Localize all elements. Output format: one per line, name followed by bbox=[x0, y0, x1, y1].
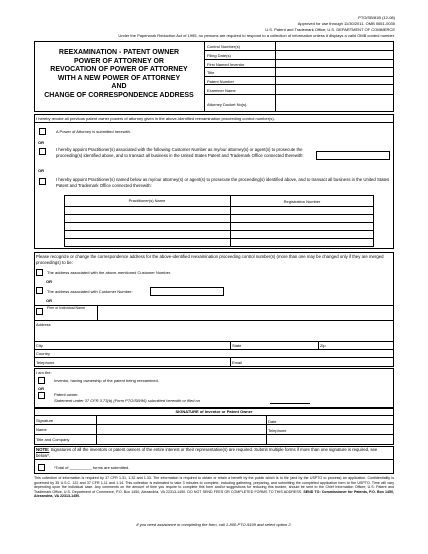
i-am-label: I am the: bbox=[36, 370, 52, 375]
revoke-statement: I hereby revoke all previous patent owner powers of attorney given in the above-identified reexamination proceeding control number(s). bbox=[36, 116, 275, 121]
option-named-practitioner-label: I hereby appoint Practitioner(s) named below as my/our attorney(s) or agent(s) to prosecute the proceeding(s) identified above, and to transact all business in the United States Patent and Trademark Office connected therewith: bbox=[56, 177, 390, 188]
country-input[interactable] bbox=[70, 350, 390, 357]
signature-input[interactable] bbox=[97, 416, 265, 424]
address-above-label: The address associated with the above-mentioned Customer Number. bbox=[47, 270, 172, 275]
firm-name-checkbox[interactable] bbox=[36, 308, 43, 315]
agency-line: U.S. Patent and Trademark Office; U.S. DEPARTMENT OF COMMERCE bbox=[265, 27, 395, 32]
total-forms-label: *Total of __________ forms are submitted. bbox=[54, 465, 130, 470]
name-label: Name bbox=[36, 427, 47, 432]
inventor-checkbox[interactable] bbox=[38, 377, 45, 384]
address-customer-number-input[interactable] bbox=[150, 287, 224, 296]
patent-owner-label: Patent owner. bbox=[54, 392, 79, 397]
statement-label: Statement under 37 CFR 3.73(b) (Form PTO/SB/96) submitted herewith or filed on bbox=[54, 398, 200, 403]
signature-label: Signature bbox=[36, 418, 54, 423]
customer-number-input[interactable] bbox=[316, 151, 390, 160]
firm-name-input[interactable] bbox=[98, 306, 393, 319]
zip-label: Zip bbox=[320, 343, 326, 348]
note-text: NOTE: Signatures of all the inventors or patent owners of the entire interest or their representative(s) are required. Submit multiple forms if more than one signature is required, see below*. bbox=[36, 447, 378, 458]
registration-number-header: Registration Number bbox=[283, 199, 321, 204]
or-label: OR bbox=[38, 386, 44, 391]
address-customer-label: The address associated with Customer Number: bbox=[47, 289, 133, 294]
filing-date-field[interactable]: Filing Date(s) bbox=[205, 51, 394, 60]
examiner-name-field[interactable]: Examiner Name bbox=[205, 85, 394, 95]
signature-header: SIGNATURE of Inventor or Patent Owner bbox=[175, 409, 253, 414]
total-forms-checkbox[interactable] bbox=[38, 464, 45, 471]
option-customer-number-label: I hereby appoint Practitioner(s) associated with the following Customer Number as my/our attorney(s) or agent(s) to prosecute the proceeding(s) identified above, and to transact all business in the United States Patent and Trademark Office connected therewith: bbox=[56, 147, 304, 158]
date-label: Date bbox=[268, 419, 277, 424]
id-fields bbox=[205, 41, 394, 112]
or-label: OR bbox=[46, 279, 52, 284]
address-above-checkbox[interactable] bbox=[36, 269, 43, 276]
inventor-label: Inventor, having ownership of the patent being reexamined. bbox=[54, 378, 159, 383]
option-named-practitioner-checkbox[interactable] bbox=[39, 178, 46, 185]
option-poa-checkbox[interactable] bbox=[39, 128, 46, 135]
address-label: Address bbox=[36, 322, 51, 327]
patent-number-field[interactable]: Patent Number bbox=[205, 77, 394, 86]
address-customer-checkbox[interactable] bbox=[36, 287, 43, 294]
approval-line: Approved for use through 11/30/2011. OMB 0651-0035 bbox=[297, 21, 395, 26]
title-field[interactable]: Title bbox=[205, 68, 394, 77]
or-label: OR bbox=[46, 298, 52, 303]
sig-telephone-label: Telephone bbox=[268, 428, 287, 433]
option-customer-number-checkbox[interactable] bbox=[39, 148, 46, 155]
burden-statement: This collection of information is required by 37 CFR 1.31, 1.32 and 1.33. The information is required to obtain or retain a benefit by the public which is to file (and by the USPTO to process) an application. Confidentiality is governed by 35 U.S.C. 122 and 37 CFR 1.11 and 1.14. This collection is estimated to take 3 minutes to complete, including gathering, preparing, and submitting the completed application form to the USPTO. Time will vary depending upon the individual case. Any comments on the amount of time you require to complete this form and/or suggestions for reducing this burden, should be sent to the Chief Information Officer, U.S. Patent and Trademark Office, U.S. Department of Commerce, P.O. Box 1450, Alexandria, VA 22313-1450. DO NOT SEND FEES OR COMPLETED FORMS TO THIS ADDRESS. SEND TO: Commissioner for Patents, P.O. Box 1450, Alexandria, VA 22313-1450. bbox=[34, 476, 395, 499]
option-poa-label: A Power of Attorney is submitted herewith. bbox=[56, 129, 131, 134]
paperwork-notice: Under the Paperwork Reduction Act of 1995, no persons are required to respond to a collection of information unless it displays a valid OMB control number. bbox=[118, 33, 395, 38]
correspondence-intro: Please recognize or change the correspondence address for the above-identified reexamination proceeding control number(s) (more than one may be changed only if they are merged proceedings) to be: bbox=[36, 254, 384, 265]
form-title: REEXAMINATION - PATENT OWNER POWER OF ATTORNEY OR REVOCATION OF POWER OF ATTORNEY WITH A NEW POWER OF ATTORNEY AND CHANGE OF CORRESPONDENCE ADDRESS bbox=[44, 49, 194, 99]
first-inventor-field[interactable]: First Named Inventor bbox=[205, 60, 394, 69]
help-line: If you need assistance in completing the form, call 1-800-PTO-9199 and select option 2. bbox=[136, 522, 292, 527]
firm-name-label: Firm or Individual Name bbox=[47, 306, 86, 310]
title-company-label: Title and Company bbox=[36, 437, 70, 442]
country-label: Country bbox=[36, 351, 51, 356]
address-input[interactable] bbox=[34, 321, 394, 341]
state-label: State bbox=[232, 343, 242, 348]
practitioner-name-header: Practitioner(s) Name bbox=[128, 198, 166, 203]
patent-owner-checkbox[interactable] bbox=[38, 392, 45, 399]
control-number-field[interactable]: Control Number(s) bbox=[205, 41, 394, 51]
or-label: OR bbox=[38, 140, 44, 145]
or-label: OR bbox=[38, 168, 44, 173]
attorney-docket-field[interactable]: Attorney Docket No(s). bbox=[207, 102, 248, 107]
city-label: City bbox=[36, 343, 43, 348]
email-label: Email bbox=[232, 360, 243, 365]
form-id: PTO/SB/81B (12-08) bbox=[358, 15, 395, 20]
telephone-label: Telephone bbox=[36, 360, 55, 365]
